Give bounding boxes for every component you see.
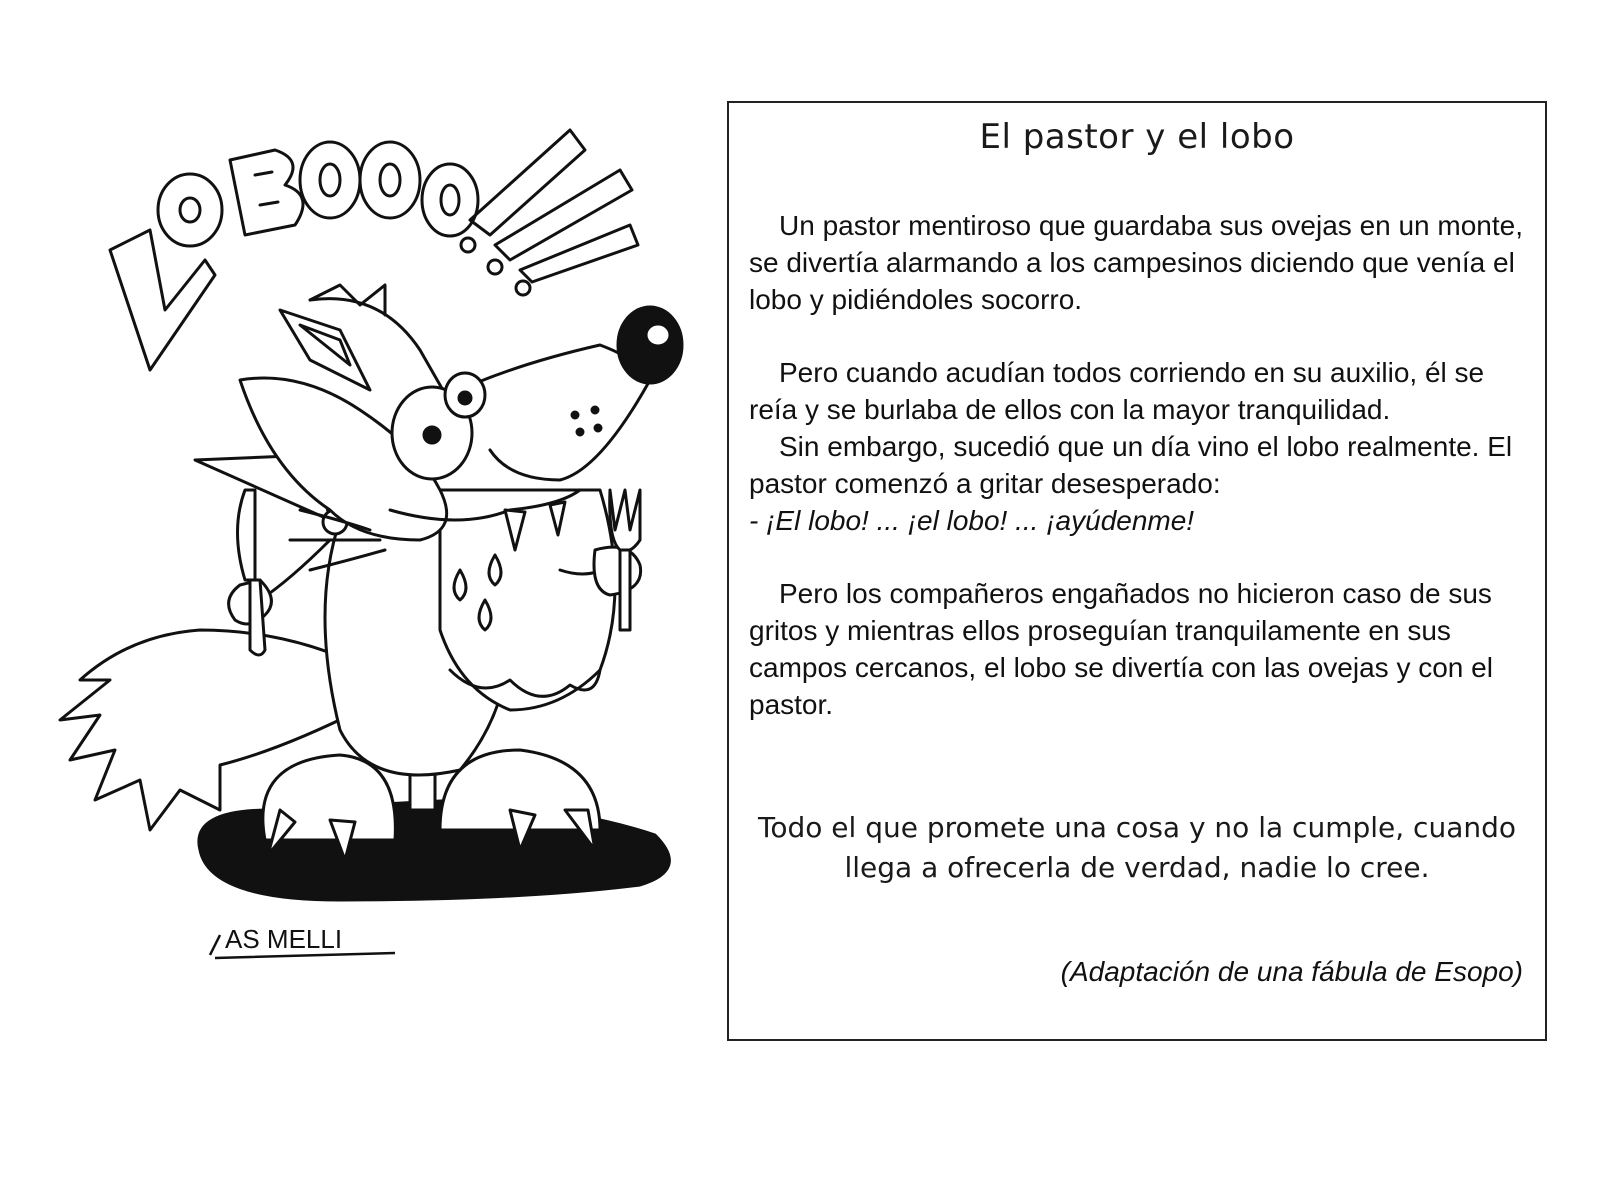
- paragraph-1: Un pastor mentiroso que guardaba sus ovejas en un monte, se divertía alarmando a los campesinos diciendo que venía el lobo y pidiéndoles socorro.: [749, 210, 1524, 315]
- source-credit: (Adaptación de una fábula de Esopo): [1060, 956, 1523, 987]
- paragraph-4: Pero los compañeros engañados no hicieron caso de sus gritos y mientras ellos proseguían tranquilamente en sus campos cercanos, el lobo se divertía con las ovejas y con el pastor.: [749, 578, 1493, 720]
- paragraph-3: Sin embargo, sucedió que un día vino el lobo realmente. El pastor comenzó a gritar desesperado:: [749, 431, 1513, 499]
- paragraph-2: Pero cuando acudían todos corriendo en su auxilio, él se reía y se burlaba de ellos con la mayor tranquilidad.: [749, 357, 1485, 425]
- knife-icon: [238, 490, 266, 655]
- shout-lettering: [110, 130, 638, 370]
- wolf-illustration: [40, 110, 700, 970]
- shout-line: - ¡El lobo! ... ¡el lobo! ... ¡ayúdenme!: [749, 505, 1195, 536]
- story-box: [727, 101, 1547, 1041]
- artist-signature: [210, 924, 395, 958]
- story-title: El pastor y el lobo: [979, 117, 1295, 157]
- story-body: [749, 207, 1529, 723]
- moral-text: Todo el que promete una cosa y no la cumple, cuando llega a ofrecerla de verdad, nadie lo cree.: [758, 811, 1516, 884]
- svg-text:AS MELLI: AS MELLI: [225, 924, 343, 954]
- wolf-drawing: [40, 110, 700, 970]
